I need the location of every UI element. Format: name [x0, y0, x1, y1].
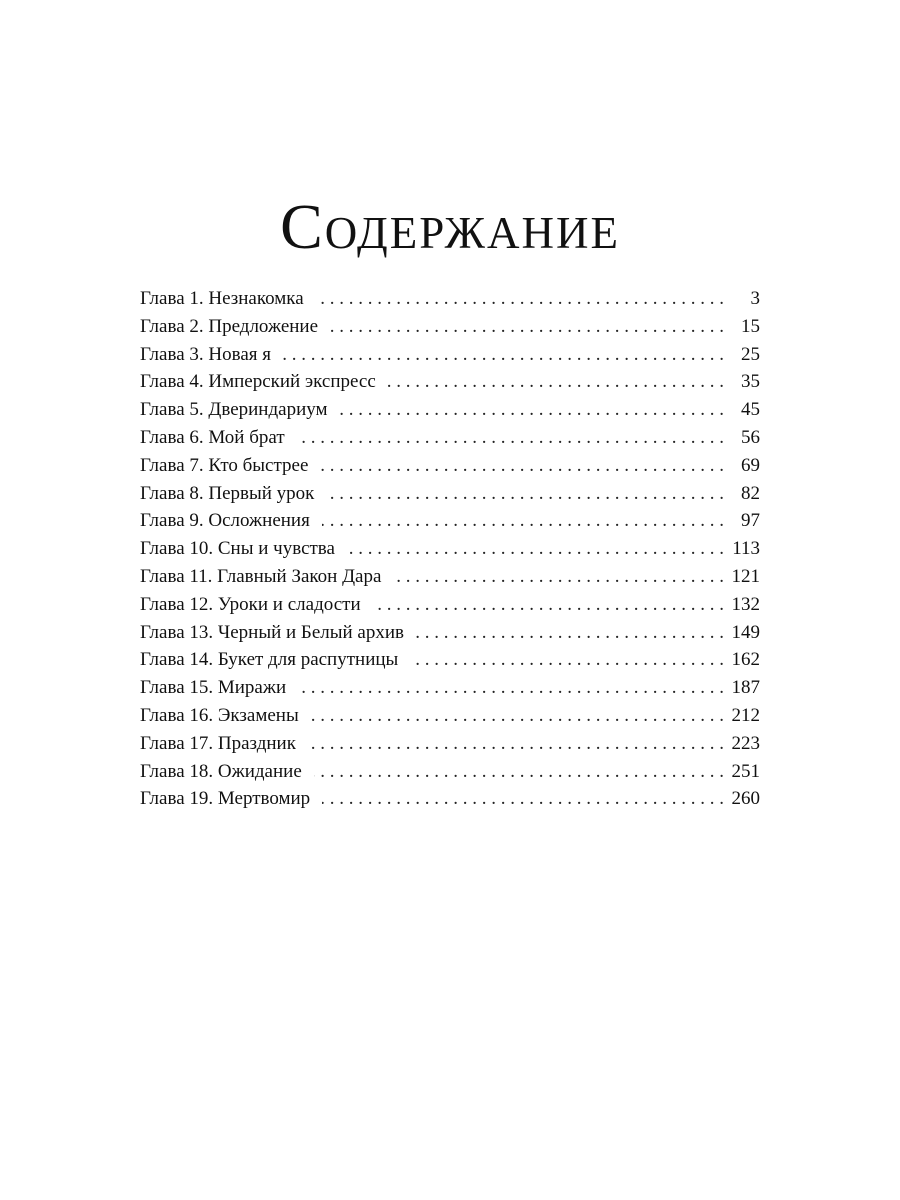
toc-page-number: 223 — [731, 732, 760, 754]
toc-entry — [140, 702, 760, 730]
toc-chapter-title: Глава 8. Первый урок — [140, 482, 315, 504]
toc-chapter-title: Глава 17. Праздник — [140, 732, 296, 754]
toc-page-number: 162 — [731, 649, 760, 671]
toc-dot-leader — [388, 368, 724, 396]
toc-dot-leader — [330, 313, 724, 341]
toc-chapter-title: Глава 19. Мертвомир — [140, 788, 311, 810]
toc-dot-leader — [416, 619, 724, 647]
toc-chapter-title: Глава 3. Новая я — [140, 343, 271, 365]
toc-entry — [140, 591, 760, 619]
toc-dot-leader — [326, 480, 724, 508]
toc-entry — [140, 368, 760, 396]
toc-page-number: 260 — [731, 788, 760, 810]
toc-page-number: 149 — [731, 621, 760, 643]
toc-chapter-title: Глава 13. Черный и Белый архив — [140, 621, 405, 643]
toc-entry — [140, 396, 760, 424]
toc-dot-leader — [298, 674, 724, 702]
toc-dot-leader — [308, 730, 724, 758]
toc-entry — [140, 674, 760, 702]
toc-entry — [140, 646, 760, 674]
toc-page-number: 97 — [741, 510, 760, 532]
table-of-contents — [140, 285, 760, 813]
toc-page-number: 82 — [741, 482, 760, 504]
toc-entry — [140, 341, 760, 369]
toc-dot-leader — [314, 758, 724, 786]
toc-chapter-title: Глава 10. Сны и чувства — [140, 538, 335, 560]
toc-chapter-title: Глава 15. Миражи — [140, 677, 287, 699]
toc-chapter-title: Глава 1. Незнакомка — [140, 288, 304, 309]
toc-chapter-title: Глава 12. Уроки и сладости — [140, 593, 361, 615]
toc-chapter-title: Глава 5. Двериндариум — [140, 399, 328, 421]
toc-dot-leader — [347, 535, 724, 563]
page-title: Содержание — [280, 191, 620, 262]
toc-entry — [140, 730, 760, 758]
toc-entry — [140, 452, 760, 480]
toc-page-number: 251 — [731, 760, 760, 782]
toc-dot-leader — [297, 424, 724, 452]
toc-dot-leader — [410, 646, 724, 674]
toc-chapter-title: Глава 14. Букет для распутницы — [140, 649, 399, 671]
toc-page-number: 3 — [750, 288, 760, 309]
toc-dot-leader — [322, 507, 724, 535]
toc-chapter-title: Глава 2. Предложение — [140, 315, 319, 337]
toc-dot-leader — [393, 563, 724, 591]
toc-dot-leader — [340, 396, 724, 424]
toc-chapter-title: Глава 6. Мой брат — [140, 426, 285, 448]
toc-entry — [140, 424, 760, 452]
toc-entry — [140, 785, 760, 813]
toc-page-number: 15 — [741, 315, 760, 337]
toc-page-number: 25 — [741, 343, 760, 365]
toc-page-number: 56 — [741, 426, 760, 448]
toc-chapter-title: Глава 9. Осложнения — [140, 510, 310, 532]
toc-page-number: 121 — [731, 565, 760, 587]
toc-dot-leader — [283, 341, 724, 369]
toc-entry — [140, 507, 760, 535]
toc-page-number: 45 — [741, 399, 760, 421]
toc-chapter-title: Глава 11. Главный Закон Дара — [140, 565, 382, 587]
toc-entry — [140, 285, 760, 313]
toc-dot-leader — [322, 785, 724, 813]
toc-page-number: 35 — [741, 371, 760, 393]
toc-chapter-title: Глава 16. Экзамены — [140, 704, 299, 726]
toc-chapter-title: Глава 4. Имперский экспресс — [140, 371, 376, 393]
toc-page-number: 113 — [732, 538, 760, 560]
toc-dot-leader — [373, 591, 724, 619]
toc-entry — [140, 619, 760, 647]
toc-page-number: 212 — [731, 704, 760, 726]
toc-page-number: 69 — [741, 454, 760, 476]
toc-entry — [140, 758, 760, 786]
toc-chapter-title: Глава 7. Кто быстрее — [140, 454, 309, 476]
toc-page-number: 187 — [731, 677, 760, 699]
toc-page-number: 132 — [731, 593, 760, 615]
toc-entry — [140, 563, 760, 591]
toc-dot-leader — [311, 702, 724, 730]
toc-entry — [140, 535, 760, 563]
toc-dot-leader — [320, 452, 724, 480]
toc-chapter-title: Глава 18. Ожидание — [140, 760, 302, 782]
toc-entry — [140, 480, 760, 508]
toc-entry — [140, 313, 760, 341]
toc-dot-leader — [316, 285, 724, 313]
